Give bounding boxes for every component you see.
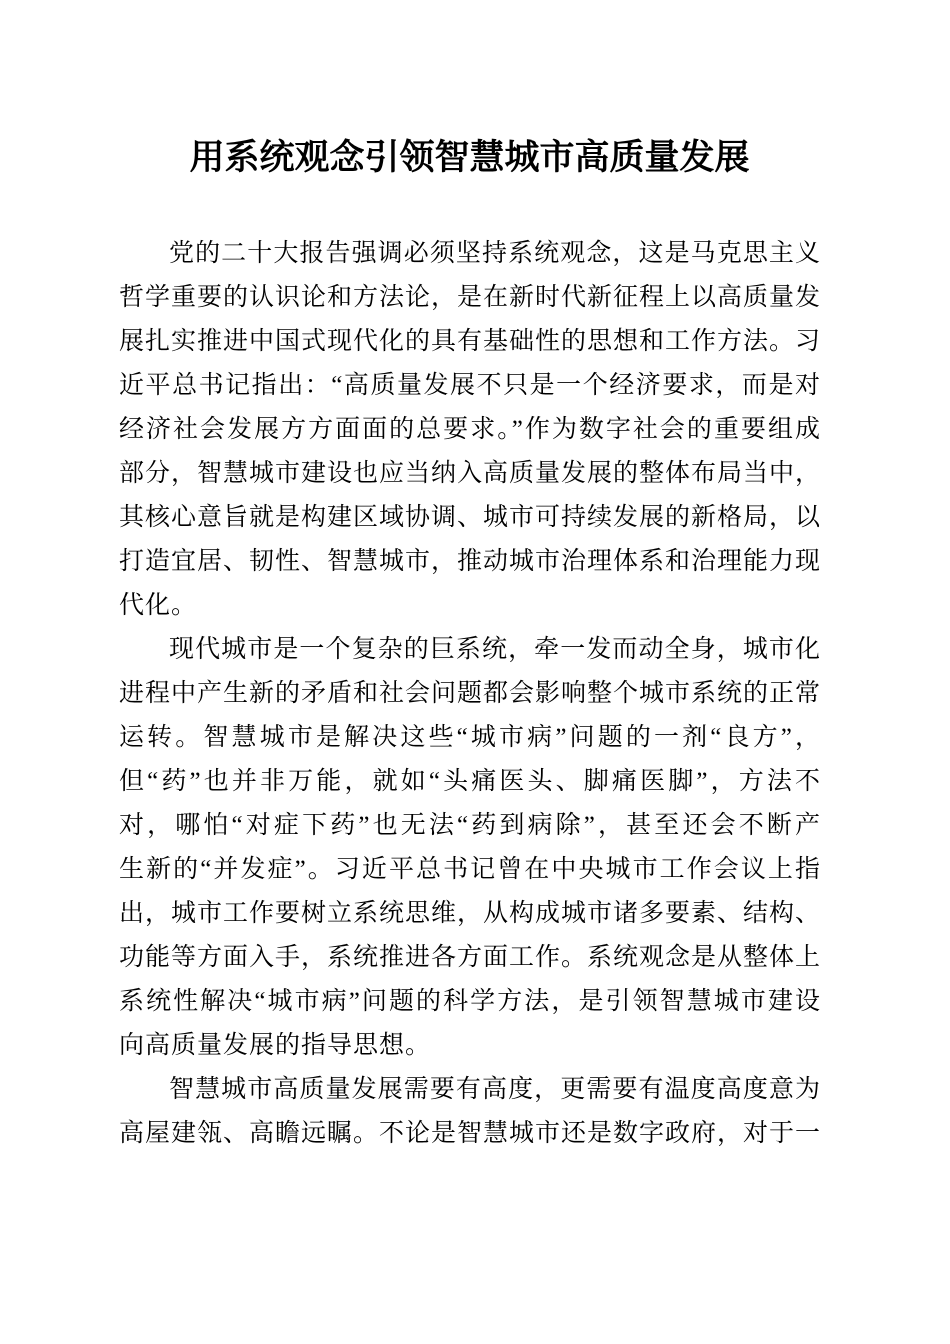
body-line: 但“药”也并非万能，就如“头痛医头、脚痛医脚”，方法不 bbox=[119, 768, 820, 795]
body-line: 哲学重要的认识论和方法论，是在新时代新征程上以高质量发 bbox=[119, 284, 820, 311]
body-line: 展扎实推进中国式现代化的具有基础性的思想和工作方法。习 bbox=[119, 328, 820, 355]
body-line: 现代城市是一个复杂的巨系统，牵一发而动全身，城市化 bbox=[169, 636, 820, 663]
body-line: 智慧城市高质量发展需要有高度，更需要有温度高度意为 bbox=[169, 1076, 820, 1103]
body-line: 系统性解决“城市病”问题的科学方法，是引领智慧城市建设 bbox=[119, 988, 820, 1015]
body-line: 党的二十大报告强调必须坚持系统观念，这是马克思主义 bbox=[169, 240, 820, 267]
paragraph bbox=[119, 1068, 820, 1156]
body-line: 经济社会发展方方面面的总要求。”作为数字社会的重要组成 bbox=[119, 416, 820, 443]
body-line: 生新的“并发症”。习近平总书记曾在中央城市工作会议上指 bbox=[119, 856, 820, 883]
paragraph bbox=[119, 232, 820, 628]
body-line: 功能等方面入手，系统推进各方面工作。系统观念是从整体上 bbox=[119, 944, 820, 971]
body-line: 代化。 bbox=[119, 592, 198, 619]
body-line: 部分，智慧城市建设也应当纳入高质量发展的整体布局当中， bbox=[119, 460, 820, 487]
body-line: 高屋建瓴、高瞻远瞩。不论是智慧城市还是数字政府，对于一 bbox=[119, 1120, 820, 1147]
body-line: 近平总书记指出：“高质量发展不只是一个经济要求，而是对 bbox=[119, 372, 820, 399]
body-line: 对，哪怕“对症下药”也无法“药到病除”，甚至还会不断产 bbox=[119, 812, 820, 839]
document-title: 用系统观念引领智慧城市高质量发展 bbox=[189, 138, 750, 177]
body-line: 运转。智慧城市是解决这些“城市病”问题的一剂“良方”， bbox=[119, 724, 820, 751]
body-line: 出，城市工作要树立系统思维，从构成城市诸多要素、结构、 bbox=[119, 900, 820, 927]
paragraph bbox=[119, 628, 820, 1068]
body-line: 打造宜居、韧性、智慧城市，推动城市治理体系和治理能力现 bbox=[119, 548, 820, 575]
document-body bbox=[119, 232, 820, 1156]
body-line: 进程中产生新的矛盾和社会问题都会影响整个城市系统的正常 bbox=[119, 680, 820, 707]
body-line: 其核心意旨就是构建区域协调、城市可持续发展的新格局，以 bbox=[119, 504, 820, 531]
body-line: 向高质量发展的指导思想。 bbox=[119, 1032, 432, 1059]
